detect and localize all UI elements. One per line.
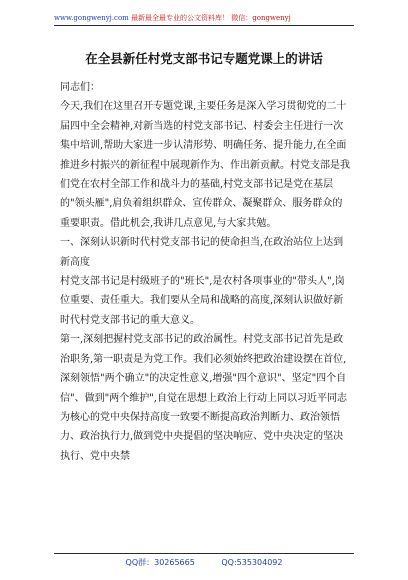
section-heading-1: 一、深刻认识新时代村党支部书记的使命担当,在政治站位上达到新高度 (60, 237, 344, 268)
page-header (54, 13, 354, 23)
page-footer (0, 557, 408, 568)
document-body (60, 78, 351, 466)
greeting: 同志们： (60, 82, 100, 93)
document-title: 在全县新任村党支部书记专题党课上的讲话 (85, 51, 323, 66)
paragraph-section-1: 村党支部书记是村级班子的"班长",是农村各项事业的"带头人",岗位重要、责任重大。我们要从全局和战略的高度,深刻认识做好新时代村党支部书记的重大意义。 (60, 276, 345, 326)
header-divider (54, 25, 354, 26)
footer-qq: QQ:535304092 (221, 558, 283, 567)
footer-divider (54, 553, 354, 554)
paragraph-point-1: 第一,深刻把握村党支部书记的政治属性。村党支部书记首先是政治职务,第一职责是为党工作。我们必须始终把政治建设摆在首位,深刻领悟"两个确立"的决定性意义,增强"四个意识"、坚定"四个自信"、做到"两个维护",自觉在思想上政治上行动上同以习近平同志为核心的党中央保持高度一致要不断提高政治判断力、政治领悟力、政治执行力,做到党中央提倡的坚决响应、党中央决定的坚决执行、党中央禁 (60, 334, 347, 462)
header-site-url[interactable]: www.gongwenyj.com (54, 14, 129, 22)
footer-qq-group: QQ群：30265665 (125, 558, 195, 567)
paragraph-intro: 今天,我们在这里召开专题党课,主要任务是深入学习贯彻党的二十届四中全会精神,对新当选的村党支部书记、村委会主任进行一次集中培训,帮助大家进一步认清形势、明确任务、提升能力,在全面推进乡村振兴的新征程中展现新作为、作出新贡献。村党支部是我们党在农村全部工作和战斗力的基础,村党支部书记是党在基层的"领头雁",肩负着组织群众、宣传群众、凝聚群众、服务群众的重要职责。借此机会,我讲几点意见,与大家共勉。 (60, 101, 350, 229)
header-slogan: 最新最全最专业的公文资料库！ 微信：gongwenyj (131, 14, 291, 22)
